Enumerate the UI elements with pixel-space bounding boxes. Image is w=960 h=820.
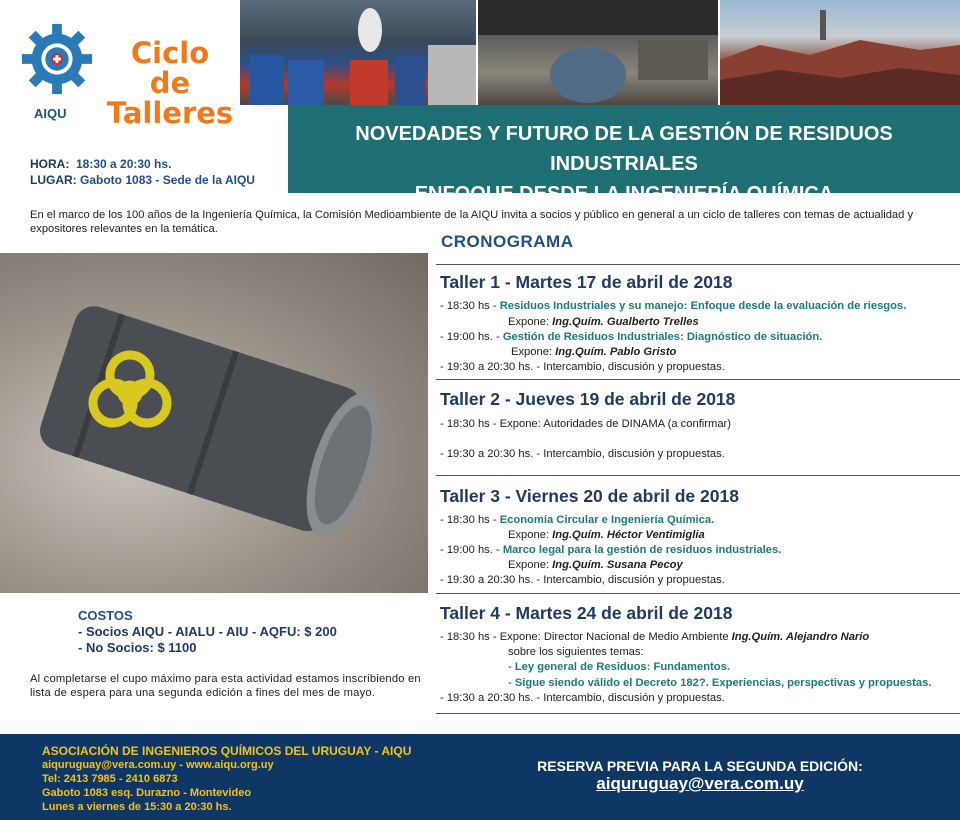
taller-3-line-2: Expone: Ing.Quím. Héctor Ventimiglia	[508, 529, 705, 541]
logo-label: AIQU	[34, 106, 67, 121]
taller-3-topic-1: Economía Circular e Ingeniería Química.	[499, 514, 715, 526]
ciclo-line-3: Talleres	[106, 96, 234, 130]
taller-3-title: Taller 3 - Viernes 20 de abril de 2018	[440, 486, 739, 506]
taller-1-line-5: - 19:30 a 20:30 hs. - Intercambio, discusión y propuestas.	[440, 361, 725, 373]
taller-4-line-3: - Ley general de Residuos: Fundamentos.	[508, 661, 730, 673]
taller-1-line-1: - 18:30 hs - Residuos Industriales y su manejo: Enfoque desde la evaluación de riesgos.	[440, 300, 907, 312]
footer-address: Gaboto 1083 esq. Durazno - Montevideo	[42, 787, 252, 799]
event-title-line-1: NOVEDADES Y FUTURO DE LA GESTIÓN DE RESIDUOS INDUSTRIALES	[355, 123, 893, 175]
ciclo-line-2: de	[149, 66, 191, 100]
taller-4-line-2: sobre los siguientes temas:	[508, 646, 644, 658]
taller-4-title: Taller 4 - Martes 24 de abril de 2018	[440, 603, 733, 623]
cronograma-title: CRONOGRAMA	[441, 232, 574, 251]
divider	[436, 593, 960, 594]
header-photo-scrapyard	[720, 0, 960, 105]
taller-1-speaker-2: Ing.Quím. Pablo Gristo	[555, 346, 677, 358]
taller-3-speaker-2: Ing.Quím. Susana Pecoy	[552, 559, 683, 571]
reserva-email-link[interactable]: aiquruguay@vera.com.uy	[596, 774, 804, 793]
taller-1-topic-2: Gestión de Residuos Industriales: Diagnóstico de situación.	[502, 331, 823, 343]
taller-4-line-5: - 19:30 a 20:30 hs. - Intercambio, discusión y propuestas.	[440, 692, 725, 704]
biohazard-barrel-image	[0, 253, 428, 593]
taller-3-line-3: - 19:00 hs. - Marco legal para la gestión de residuos industriales.	[440, 544, 782, 556]
gear-icon	[18, 20, 96, 98]
taller-4-line-1: - 18:30 hs - Expone: Director Nacional de Medio Ambiente Ing.Quím. Alejandro Nario	[440, 631, 870, 643]
ciclo-de-talleres-heading	[100, 38, 240, 128]
taller-1-title: Taller 1 - Martes 17 de abril de 2018	[440, 272, 733, 292]
event-title-banner	[288, 105, 960, 205]
taller-1-line-2: Expone: Ing.Quím. Gualberto Trelles	[508, 316, 699, 328]
taller-4-line-4: - Sigue siendo válido el Decreto 182?. Experiencias, perspectivas y propuestas.	[508, 677, 932, 689]
footer-org: ASOCIACIÓN DE INGENIEROS QUÍMICOS DEL URUGUAY - AIQU	[42, 744, 412, 758]
hora-lugar-info	[30, 156, 255, 188]
footer-tel: Tel: 2413 7985 - 2410 6873	[42, 773, 178, 785]
divider	[436, 475, 960, 476]
intro-paragraph: En el marco de los 100 años de la Ingeniería Química, la Comisión Medioambiente de la AIQU invita a socios y público en general a un ciclo de talleres con temas de actualidad y expositores relevantes en la temática.	[30, 209, 914, 235]
taller-1-line-4: Expone: Ing.Quím. Pablo Gristo	[511, 346, 677, 358]
taller-4-speaker: Ing.Quím. Alejandro Nario	[731, 631, 870, 643]
cupo-notice: Al completarse el cupo máximo para esta actividad estamos inscribiendo en lista de espera para una segunda edición a fines del mes de mayo.	[30, 673, 421, 699]
lugar-label: LUGAR:	[30, 173, 77, 187]
divider	[436, 713, 960, 714]
lugar-value: Gaboto 1083 - Sede de la AIQU	[80, 173, 255, 187]
divider	[436, 379, 960, 380]
taller-4-topic-1: Ley general de Residuos: Fundamentos.	[514, 661, 730, 673]
costos-no-socios: - No Socios: $ 1100	[78, 640, 197, 655]
taller-2-line-1: - 18:30 hs - Expone: Autoridades de DINAMA (a confirmar)	[440, 418, 732, 430]
footer-email-web: aiquruguay@vera.com.uy - www.aiqu.org.uy	[42, 759, 274, 771]
taller-3-topic-2: Marco legal para la gestión de residuos industriales.	[502, 544, 782, 556]
header-photo-barrels	[240, 0, 476, 105]
footer-hours: Lunes a viernes de 15:30 a 20:30 hs.	[42, 801, 232, 813]
taller-4-topic-2: Sigue siendo válido el Decreto 182?. Experiencias, perspectivas y propuestas.	[514, 677, 932, 689]
header-photo-warehouse	[478, 0, 718, 105]
reserva-heading: RESERVA PREVIA PARA LA SEGUNDA EDICIÓN:	[537, 758, 863, 774]
hora-label: HORA:	[30, 157, 70, 171]
taller-1-topic-1: Residuos Industriales y su manejo: Enfoque desde la evaluación de riesgos.	[499, 300, 907, 312]
taller-3-line-1: - 18:30 hs - Economía Circular e Ingeniería Química.	[440, 514, 715, 526]
taller-2-line-2: - 19:30 a 20:30 hs. - Intercambio, discusión y propuestas.	[440, 448, 725, 460]
taller-1-line-3: - 19:00 hs. - Gestión de Residuos Industriales: Diagnóstico de situación.	[440, 331, 823, 343]
event-title-line-2: ENFOQUE DESDE LA INGENIERÍA QUÍMICA	[414, 183, 834, 205]
costos-section	[78, 608, 337, 656]
hora-value: 18:30 a 20:30 hs.	[76, 157, 172, 171]
taller-3-speaker-1: Ing.Quím. Héctor Ventimiglia	[552, 529, 705, 541]
footer-contact	[42, 744, 411, 814]
ciclo-line-1: Ciclo	[130, 36, 210, 70]
costos-socios: - Socios AIQU - AIALU - AIU - AQFU: $ 200	[78, 624, 337, 639]
costos-title: COSTOS	[78, 608, 133, 623]
taller-3-line-4: Expone: Ing.Quím. Susana Pecoy	[508, 559, 683, 571]
taller-3-line-5: - 19:30 a 20:30 hs. - Intercambio, discusión y propuestas.	[440, 574, 725, 586]
taller-1-speaker-1: Ing.Quím. Gualberto Trelles	[552, 316, 699, 328]
divider	[436, 264, 960, 265]
taller-2-title: Taller 2 - Jueves 19 de abril de 2018	[440, 389, 736, 409]
